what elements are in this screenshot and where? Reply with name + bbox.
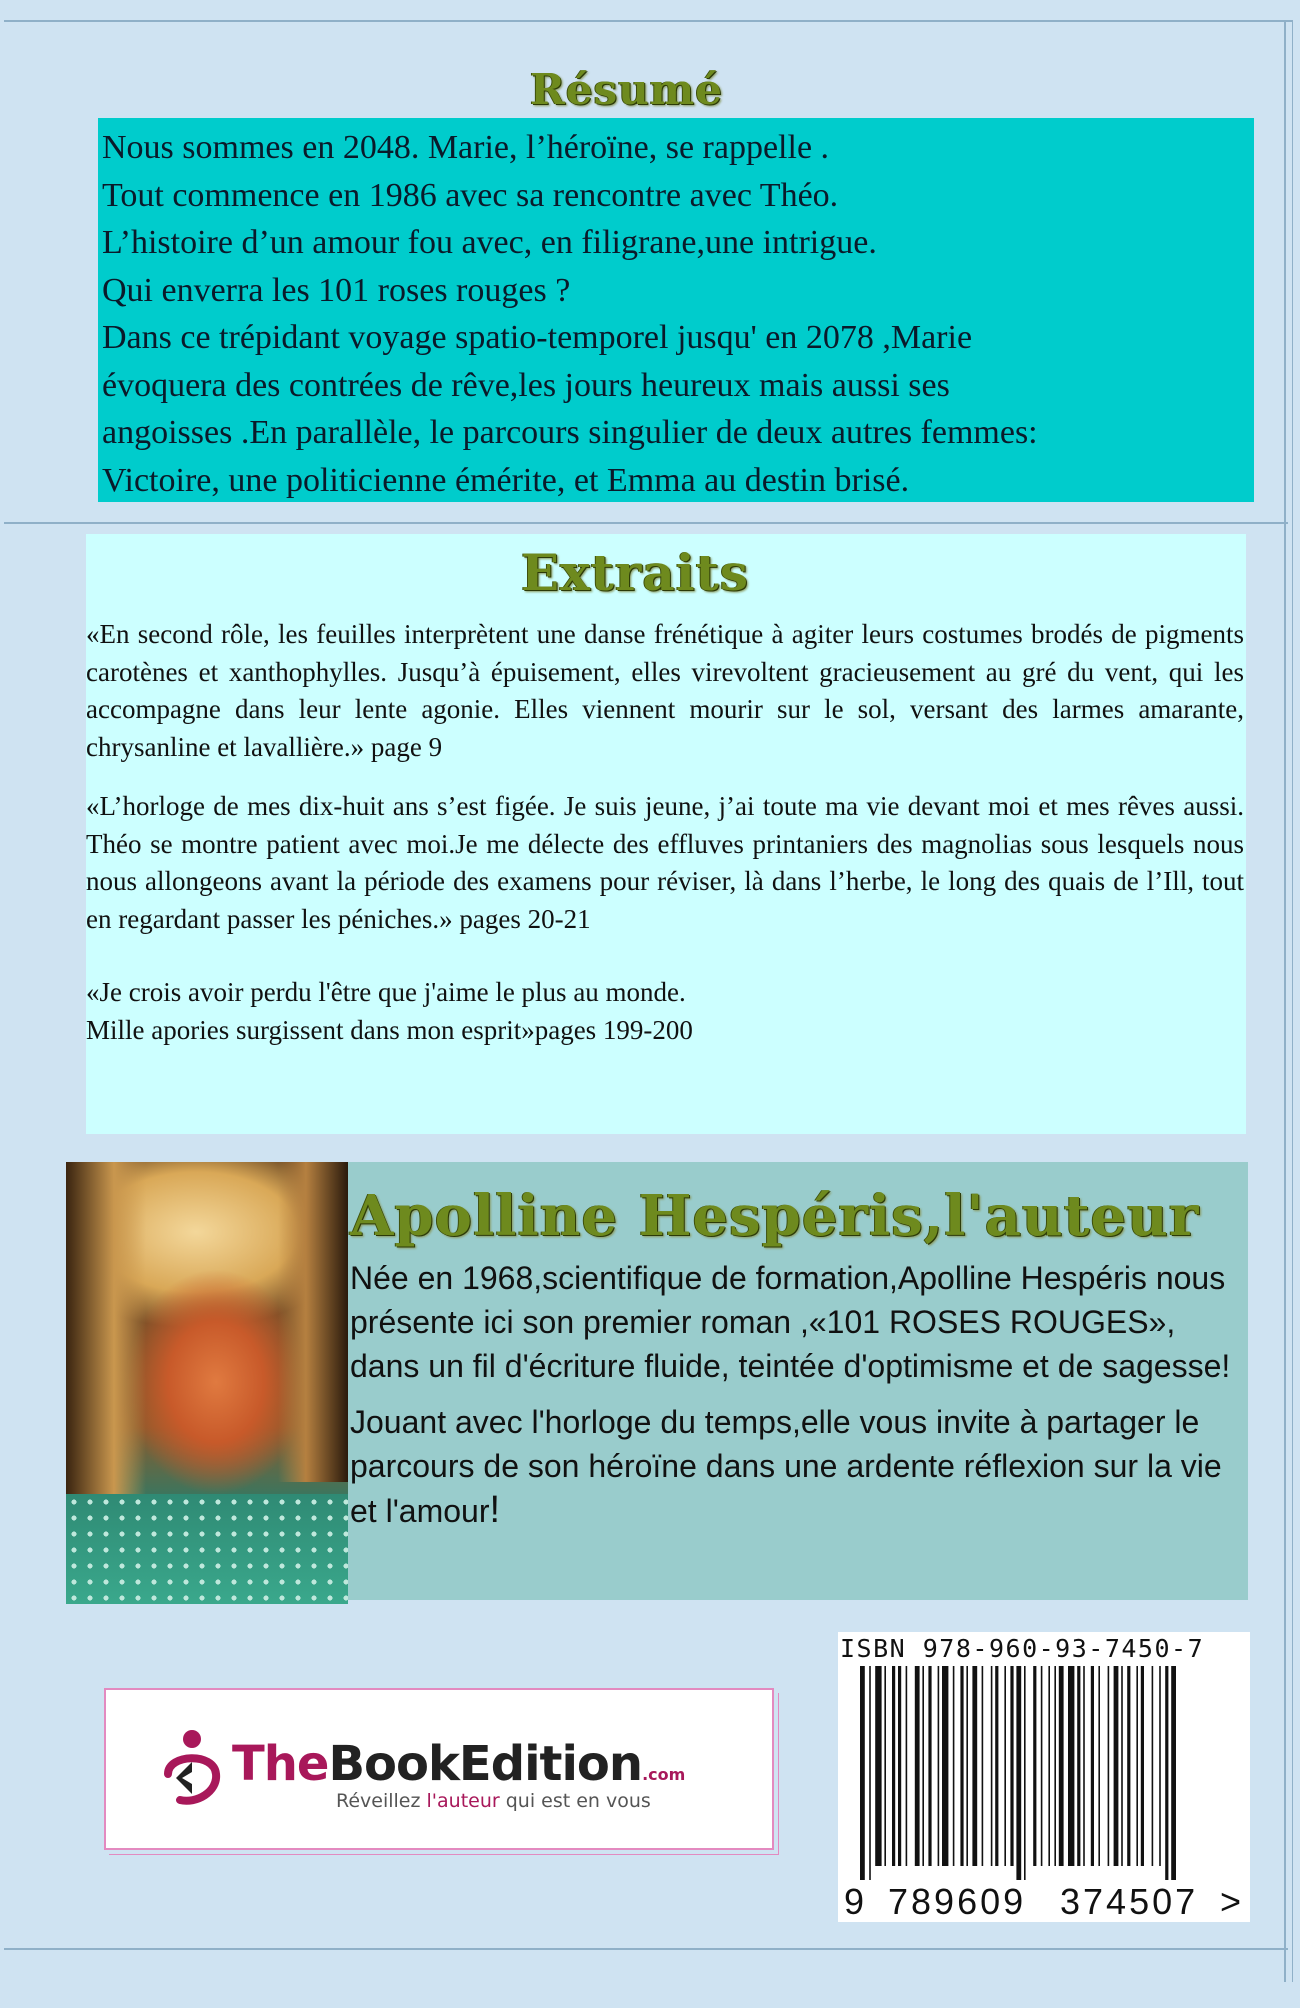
barcode-bar xyxy=(928,1666,931,1866)
publisher-name-prefix: The xyxy=(232,1736,329,1792)
photo-hair-right xyxy=(278,1162,348,1482)
barcode-bar xyxy=(1091,1666,1094,1866)
barcode-bar xyxy=(1024,1666,1026,1880)
photo-hair-left xyxy=(66,1162,146,1502)
extrait-last-line1: «Je crois avoir perdu l'être que j'aime le plus au monde. xyxy=(86,977,686,1007)
barcode-bar xyxy=(875,1666,881,1866)
resume-line: angoisses .En parallèle, le parcours singulier de deux autres femmes: xyxy=(102,414,1038,451)
author-box xyxy=(348,1162,1248,1600)
barcode-bar xyxy=(966,1666,968,1866)
barcode-digit-group1: 789609 xyxy=(888,1881,1027,1922)
barcode-bar xyxy=(1033,1666,1036,1866)
barcode-digit-first: 9 xyxy=(844,1881,865,1922)
barcode-bar xyxy=(938,1666,940,1866)
author-bio-paragraph: Née en 1968,scientifique de formation,Apolline Hespéris nous présente ici son premier roman ,«101 ROSES ROUGES», dans un fil d'écriture fluide, teintée d'optimisme et de sagesse! xyxy=(350,1260,1231,1384)
barcode-bar xyxy=(995,1666,998,1866)
barcode-bar xyxy=(869,1666,871,1880)
publisher-logo-icon xyxy=(154,1728,226,1814)
author-photo xyxy=(66,1162,348,1604)
barcode-bar xyxy=(942,1666,948,1866)
section-divider-bottom xyxy=(4,1948,1288,1950)
barcode-bar xyxy=(915,1666,920,1866)
right-border-rule-outer xyxy=(1292,20,1293,1982)
barcode-bar xyxy=(1127,1666,1130,1866)
barcode-digit-end: > xyxy=(1220,1881,1242,1922)
barcode-bars xyxy=(842,1666,1246,1880)
barcode-bar xyxy=(1010,1666,1013,1866)
barcode-bar xyxy=(1083,1666,1085,1866)
isbn-label: ISBN 978-960-93-7450-7 xyxy=(840,1634,1205,1663)
barcode-digit-group2: 374507 xyxy=(1060,1881,1199,1922)
tagline-highlight: l'auteur xyxy=(426,1790,500,1812)
barcode-bar xyxy=(1121,1666,1123,1866)
extraits-heading: Extraits xyxy=(521,543,749,602)
barcode-bar xyxy=(1141,1666,1144,1866)
resume-line: évoquera des contrées de rêve,les jours heureux mais aussi ses xyxy=(102,366,950,404)
publisher-tagline xyxy=(336,1790,651,1812)
barcode-bar xyxy=(1016,1666,1021,1880)
barcode-bar xyxy=(1004,1666,1006,1866)
barcode-bar xyxy=(1048,1666,1050,1866)
author-heading: Apolline Hespéris,l'auteur xyxy=(350,1183,1200,1249)
author-bio-exclamation: ! xyxy=(489,1489,501,1531)
right-border-rule xyxy=(1284,20,1286,1982)
barcode-bar xyxy=(884,1666,886,1866)
photo-dress xyxy=(66,1494,348,1604)
barcode-bar xyxy=(1098,1666,1100,1866)
resume-line: Dans ce trépidant voyage spatio-temporel jusqu' en 2078 ,Marie xyxy=(102,319,973,356)
tagline-start: Réveillez xyxy=(336,1790,427,1812)
tagline-end: qui est en vous xyxy=(499,1790,651,1812)
resume-line: Tout commence en 1986 avec sa rencontre avec Théo. xyxy=(102,176,839,214)
barcode-bar xyxy=(922,1666,924,1866)
barcode-bar xyxy=(906,1666,908,1866)
resume-line: Nous sommes en 2048. Marie, l’héroïne, se rappelle . xyxy=(102,129,830,166)
barcode-bar xyxy=(1054,1666,1056,1866)
resume-box xyxy=(98,118,1254,502)
barcode-bar xyxy=(972,1666,977,1866)
resume-line: Qui enverra les 101 roses rouges ? xyxy=(102,271,571,309)
section-divider-top xyxy=(4,522,1288,524)
barcode-bar xyxy=(1136,1666,1138,1866)
barcode-bar xyxy=(1108,1666,1110,1866)
author-bio-text: Jouant avec l'horloge du temps,elle vous invite à partager le parcours de son héroïne dans une ardente réflexion sur la vie et l'amour xyxy=(350,1404,1222,1529)
resume-heading: Résumé xyxy=(530,65,723,114)
extrait-quote: «En second rôle, les feuilles interprètent une danse frénétique à agiter leurs costumes brodés de pigments carotènes et xanthophylles. Jusqu’à épuisement, elles virevoltent gracieusement au gré du vent, qui les accompagne dans leur lente agonie. Elles viennent mourir sur le sol, versant des larmes amarante, chrysanline et lavallière.» page 9 xyxy=(86,619,1244,762)
barcode-bar xyxy=(991,1666,993,1866)
barcode-bar xyxy=(860,1666,865,1880)
barcode-bar xyxy=(953,1666,955,1866)
publisher-name-suffix: .com xyxy=(642,1765,686,1784)
barcode-bar xyxy=(1068,1666,1074,1866)
barcode-bar xyxy=(1165,1666,1168,1880)
resume-line: L’histoire d’un amour fou avec, en filigrane,une intrigue. xyxy=(102,224,877,261)
barcode-bar xyxy=(960,1666,963,1866)
resume-line: Victoire, une politicienne émérite, et Emma au destin brisé. xyxy=(102,461,910,499)
extraits-box xyxy=(86,534,1246,1134)
barcode-bar xyxy=(1159,1666,1161,1866)
barcode-bar xyxy=(982,1666,984,1866)
publisher-name-main: BookEdition xyxy=(328,1736,643,1792)
barcode-bar xyxy=(1059,1666,1064,1866)
extrait-quote: «L’horloge de mes dix-huit ans s’est figée. Je suis jeune, j’ai toute ma vie devant moi et mes rêves aussi. Théo se montre patient avec moi.Je me délecte des effluves printaniers des magnolias sous lesquels nous nous allongeons avant la période des examens pour réviser, là dans l’herbe, le long des quais de l’Ill, tout en regardant passer les péniches.» pages 20-21 xyxy=(86,791,1244,934)
barcode-bar xyxy=(1152,1666,1154,1866)
barcode-bar xyxy=(892,1666,895,1866)
extrait-last-line2: Mille apories surgissent dans mon esprit»pages 199-200 xyxy=(86,1014,693,1045)
author-bio-paragraph-2 xyxy=(350,1400,1240,1533)
publisher-logo xyxy=(120,1704,756,1834)
extrait-quote-last xyxy=(86,974,1244,1049)
isbn-barcode xyxy=(838,1632,1250,1922)
barcode-bar xyxy=(1077,1666,1080,1866)
publisher-logo-frame[interactable] xyxy=(104,1688,774,1850)
barcode-bar xyxy=(898,1666,901,1866)
barcode-bar xyxy=(1171,1666,1176,1880)
barcode-bar xyxy=(1041,1666,1043,1866)
barcode-bar xyxy=(1114,1666,1119,1866)
